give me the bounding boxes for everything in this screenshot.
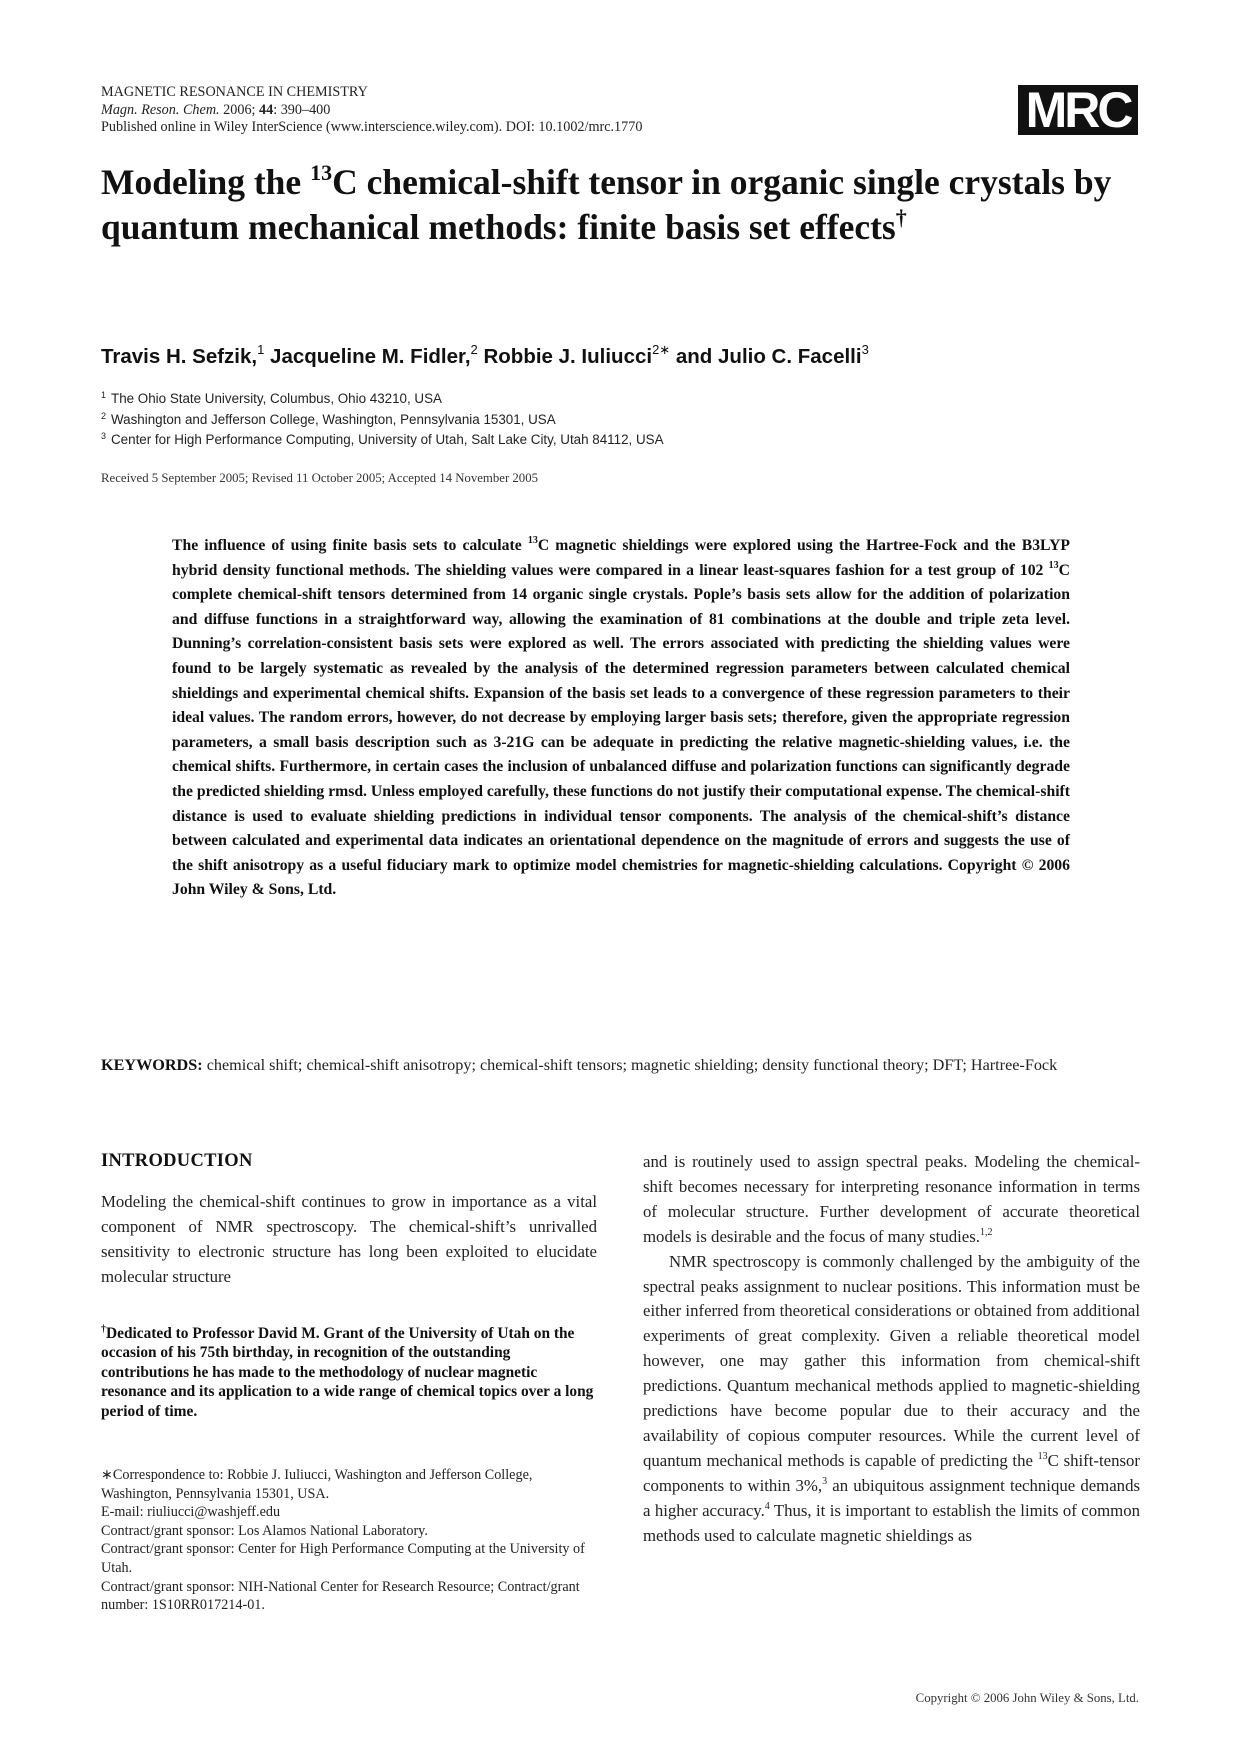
left-column: [101, 1150, 597, 1290]
author: and Julio C. Facelli: [670, 345, 862, 368]
page-copyright: Copyright © 2006 John Wiley & Sons, Ltd.: [915, 1691, 1139, 1705]
affiliation-text: The Ohio State University, Columbus, Ohio 43210, USA: [111, 391, 442, 406]
intro-paragraph: [643, 1250, 1140, 1549]
citation-year: 2006;: [219, 101, 260, 118]
keywords-text: chemical shift; chemical-shift anisotropy; chemical-shift tensors; magnetic shielding; density functional theory; DFT; Hartree-Fock: [202, 1056, 1058, 1074]
title-part-1: Modeling the: [101, 162, 311, 202]
affiliation-list: [101, 389, 1141, 451]
received-dates: Received 5 September 2005; Revised 11 October 2005; Accepted 14 November 2005: [101, 471, 538, 485]
intro-paragraph: [643, 1150, 1140, 1250]
intro-paragraph: Modeling the chemical-shift continues to grow in importance as a vital component of NMR spectroscopy. The chemical-shift’s unrivalled sensitivity to electronic structure has long been exploited to elucidate molecular structure: [101, 1192, 597, 1286]
affiliation-text: Washington and Jefferson College, Washington, Pennsylvania 15301, USA: [111, 411, 556, 427]
citation-volume: 44: [259, 101, 274, 118]
section-heading: INTRODUCTION: [101, 1151, 253, 1171]
citation-pages: : 390–400: [273, 101, 331, 118]
affiliation: [101, 389, 1141, 410]
citation-line: [101, 102, 1001, 120]
dedication-text: Dedicated to Professor David M. Grant of the University of Utah on the occasion of his 75th birthday, in recognition of the outstanding contributions he has made to the methodology of nuclear magnetic resonance and its application to a wide range of chemical topics over a long period of time.: [101, 1325, 594, 1420]
paragraph-text: and is routinely used to assign spectral peaks. Modeling the chemical-shift becomes necessary for interpreting resonance information in terms of molecular structure. Further development of accurate theoretical models is desirable and the focus of many studies.: [643, 1152, 1140, 1246]
journal-logo: MRC: [1018, 85, 1138, 135]
abstract-text: The influence of using finite basis sets to calculate: [172, 537, 528, 554]
author-affil-sup: 2∗: [652, 342, 671, 357]
citation-journal: Magn. Reson. Chem.: [101, 101, 220, 118]
abstract-sup: 13: [1048, 559, 1059, 571]
author-affil-sup: 2: [470, 342, 478, 357]
affiliation-text: Center for High Performance Computing, University of Utah, Salt Lake City, Utah 84112, USA: [111, 432, 664, 447]
footnote: ∗Correspondence to: Robbie J. Iuliucci, Washington and Jefferson College, Washington, Pennsylvania 15301, USA.: [101, 1467, 533, 1502]
author: Robbie J. Iuliucci: [477, 345, 653, 368]
citation-sup: 3: [822, 1475, 828, 1487]
author-list: [101, 344, 1141, 370]
affiliation: [101, 410, 1141, 431]
abstract: [172, 534, 1070, 903]
footnote: Contract/grant sponsor: NIH-National Center for Research Resource; Contract/grant number: 1S10RR017214-01.: [101, 1578, 580, 1614]
paragraph-text: NMR spectroscopy is commonly challenged by the ambiguity of the spectral peaks assignment to nuclear positions. This information must be either inferred from theoretical considerations or obtained from additional experiments of great complexity. Given a reliable theoretical model however, one may gather this information from chemical-shift predictions. Quantum mechanical methods applied to magnetic-shielding predictions have become popular due to their accuracy and the availability of copious computer resources. While the current level of quantum mechanical methods is capable of predicting the: [643, 1251, 1140, 1470]
citation-sup: 1,2: [979, 1226, 993, 1238]
author-affil-sup: 1: [257, 342, 265, 357]
dedication-dagger: †: [101, 1324, 106, 1335]
affiliation-num: 3: [101, 431, 107, 441]
dedication-note: [101, 1324, 597, 1421]
keywords: [101, 1053, 1141, 1077]
keywords-label: KEYWORDS:: [101, 1056, 203, 1074]
affiliation-num: 1: [101, 390, 107, 400]
article-title: [101, 160, 1141, 250]
title-isotope-sup: 13: [310, 160, 333, 185]
affiliation: [101, 430, 1141, 451]
title-part-2: C chemical-shift tensor in organic single crystals by quantum mechanical methods: finite basis set effects: [101, 162, 1112, 247]
publication-line: Published online in Wiley InterScience (www.interscience.wiley.com). DOI: 10.1002/mrc.1770: [101, 119, 643, 135]
journal-header: [101, 84, 1001, 137]
paragraph-text: C shift-tensor components to within 3%,: [643, 1450, 1140, 1495]
author: Travis H. Sefzik,: [101, 345, 258, 368]
affiliation-num: 2: [101, 410, 107, 421]
citation-sup: 4: [764, 1500, 770, 1512]
abstract-text: C magnetic shieldings were explored using the Hartree-Fock and the B3LYP hybrid density functional methods. The shielding values were compared in a linear least-squares fashion for a test group of 102: [172, 537, 1070, 579]
journal-name: MAGNETIC RESONANCE IN CHEMISTRY: [101, 84, 368, 100]
footnotes: [101, 1466, 597, 1615]
right-column: [643, 1150, 1140, 1549]
isotope-sup: 13: [1037, 1450, 1048, 1462]
abstract-sup: 13: [527, 535, 538, 546]
author: Jacqueline M. Fidler,: [264, 345, 471, 368]
title-dagger: †: [895, 205, 907, 230]
footnote: Contract/grant sponsor: Center for High Performance Computing at the University of Utah.: [101, 1541, 585, 1576]
footnote: E-mail: riuliucci@washjeff.edu: [101, 1504, 281, 1521]
footnote: Contract/grant sponsor: Los Alamos National Laboratory.: [101, 1522, 428, 1539]
paragraph-text: an ubiquitous assignment technique demands a higher accuracy.: [643, 1475, 1140, 1520]
paragraph-text: Thus, it is important to establish the limits of common methods used to calculate magnetic shieldings as: [643, 1500, 1140, 1545]
abstract-text: C complete chemical-shift tensors determined from 14 organic single crystals. Pople’s basis sets allow for the addition of polarization and diffuse functions in a straightforward way, allowing the examination of 81 combinations at the double and triple zeta level. Dunning’s correlation-consistent basis sets were explored as well. The errors associated with predicting the shielding values were found to be largely systematic as revealed by the analysis of the determined regression parameters between calculated chemical shieldings and experimental chemical shifts. Expansion of the basis set leads to a convergence of these regression parameters to their ideal values. The random errors, however, do not decrease by employing larger basis sets; therefore, given the appropriate regression parameters, a small basis description such as 3-21G can be adequate in predicting the relative magnetic-shielding values, i.e. the chemical shifts. Furthermore, in certain cases the inclusion of unbalanced diffuse and polarization functions can significantly degrade the predicted shielding rmsd. Unless employed carefully, these functions do not justify their computational expense. The chemical-shift distance is used to evaluate shielding predictions in individual tensor components. The analysis of the chemical-shift’s distance between calculated and experimental data indicates an orientational dependence on the magnitude of errors and suggests the use of the shift anisotropy as a useful fiduciary mark to optimize model chemistries for magnetic-shielding calculations. Copyright © 2006 John Wiley & Sons, Ltd.: [172, 561, 1070, 899]
author-affil-sup: 3: [861, 342, 869, 357]
